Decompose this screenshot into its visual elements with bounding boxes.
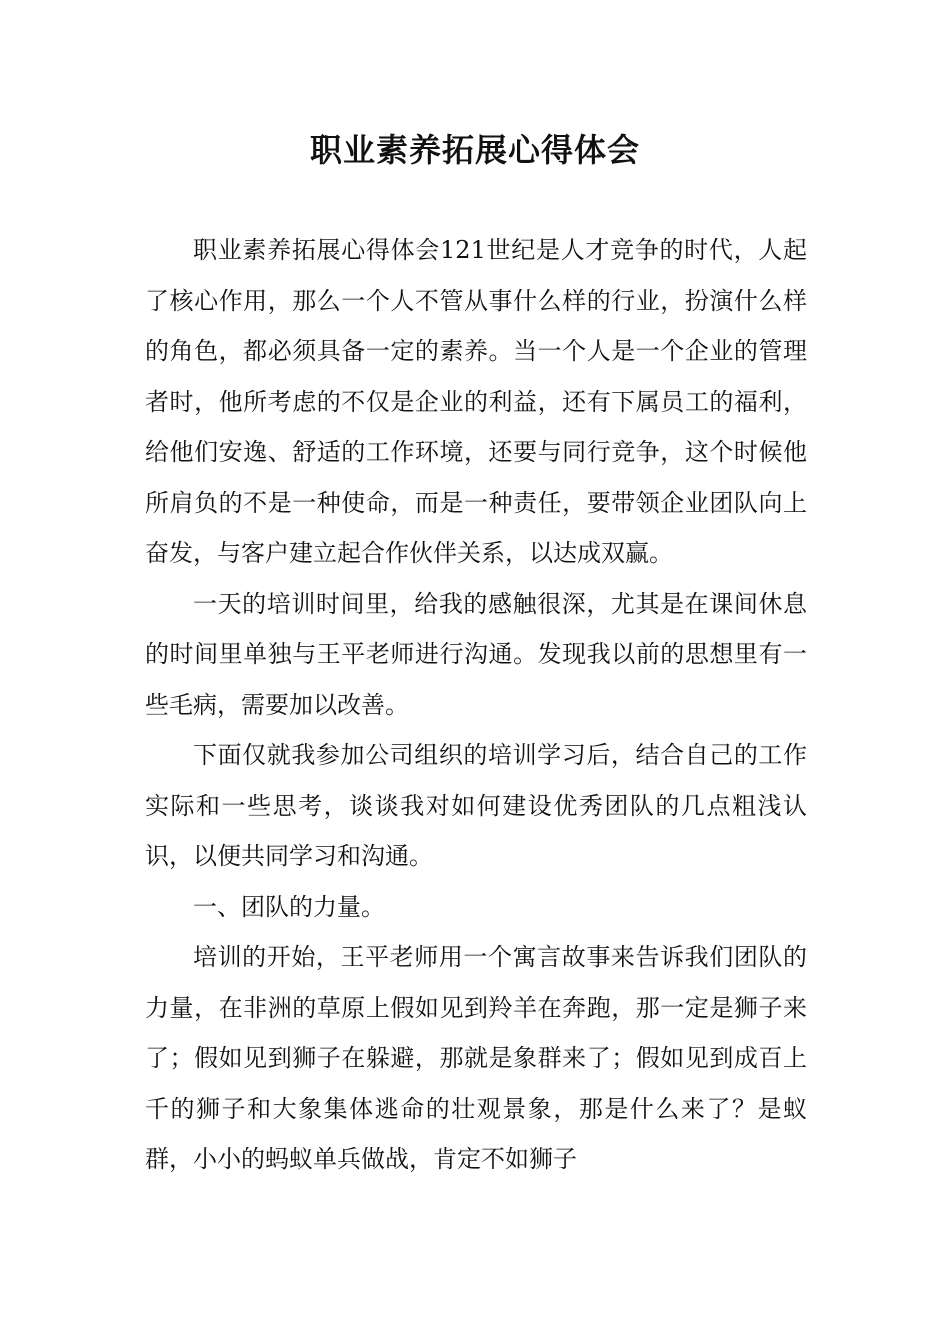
document-body (145, 225, 807, 1185)
paragraph-3: 下面仅就我参加公司组织的培训学习后，结合自己的工作实际和一些思考，谈谈我对如何建设优秀团队的几点粗浅认识，以便共同学习和沟通。 (145, 741, 807, 870)
paragraph-2: 一天的培训时间里，给我的感触很深，尤其是在课间休息的时间里单独与王平老师进行沟通。发现我以前的思想里有一些毛病，需要加以改善。 (145, 589, 807, 719)
document-title: 职业素养拓展心得体会 (309, 131, 640, 169)
paragraph-4: 培训的开始，王平老师用一个寓言故事来告诉我们团队的力量，在非洲的草原上假如见到羚羊在奔跑，那一定是狮子来了；假如见到狮子在躲避，那就是象群来了；假如见到成百上千的狮子和大象集体逃命的壮观景象，那是什么来了？是蚁群，小小的蚂蚁单兵做战，肯定不如狮子 (145, 943, 807, 1173)
paragraph-1: 职业素养拓展心得体会121世纪是人才竞争的时代，人起了核心作用，那么一个人不管从事什么样的行业，扮演什么样的角色，都必须具备一定的素养。当一个人是一个企业的管理者时，他所考虑的不仅是企业的利益，还有下属员工的福利，给他们安逸、舒适的工作环境，还要与同行竞争，这个时候他所肩负的不是一种使命，而是一种责任，要带领企业团队向上奋发，与客户建立起合作伙伴关系，以达成双赢。 (145, 236, 807, 567)
section-heading: 一、团队的力量。 (193, 892, 385, 921)
